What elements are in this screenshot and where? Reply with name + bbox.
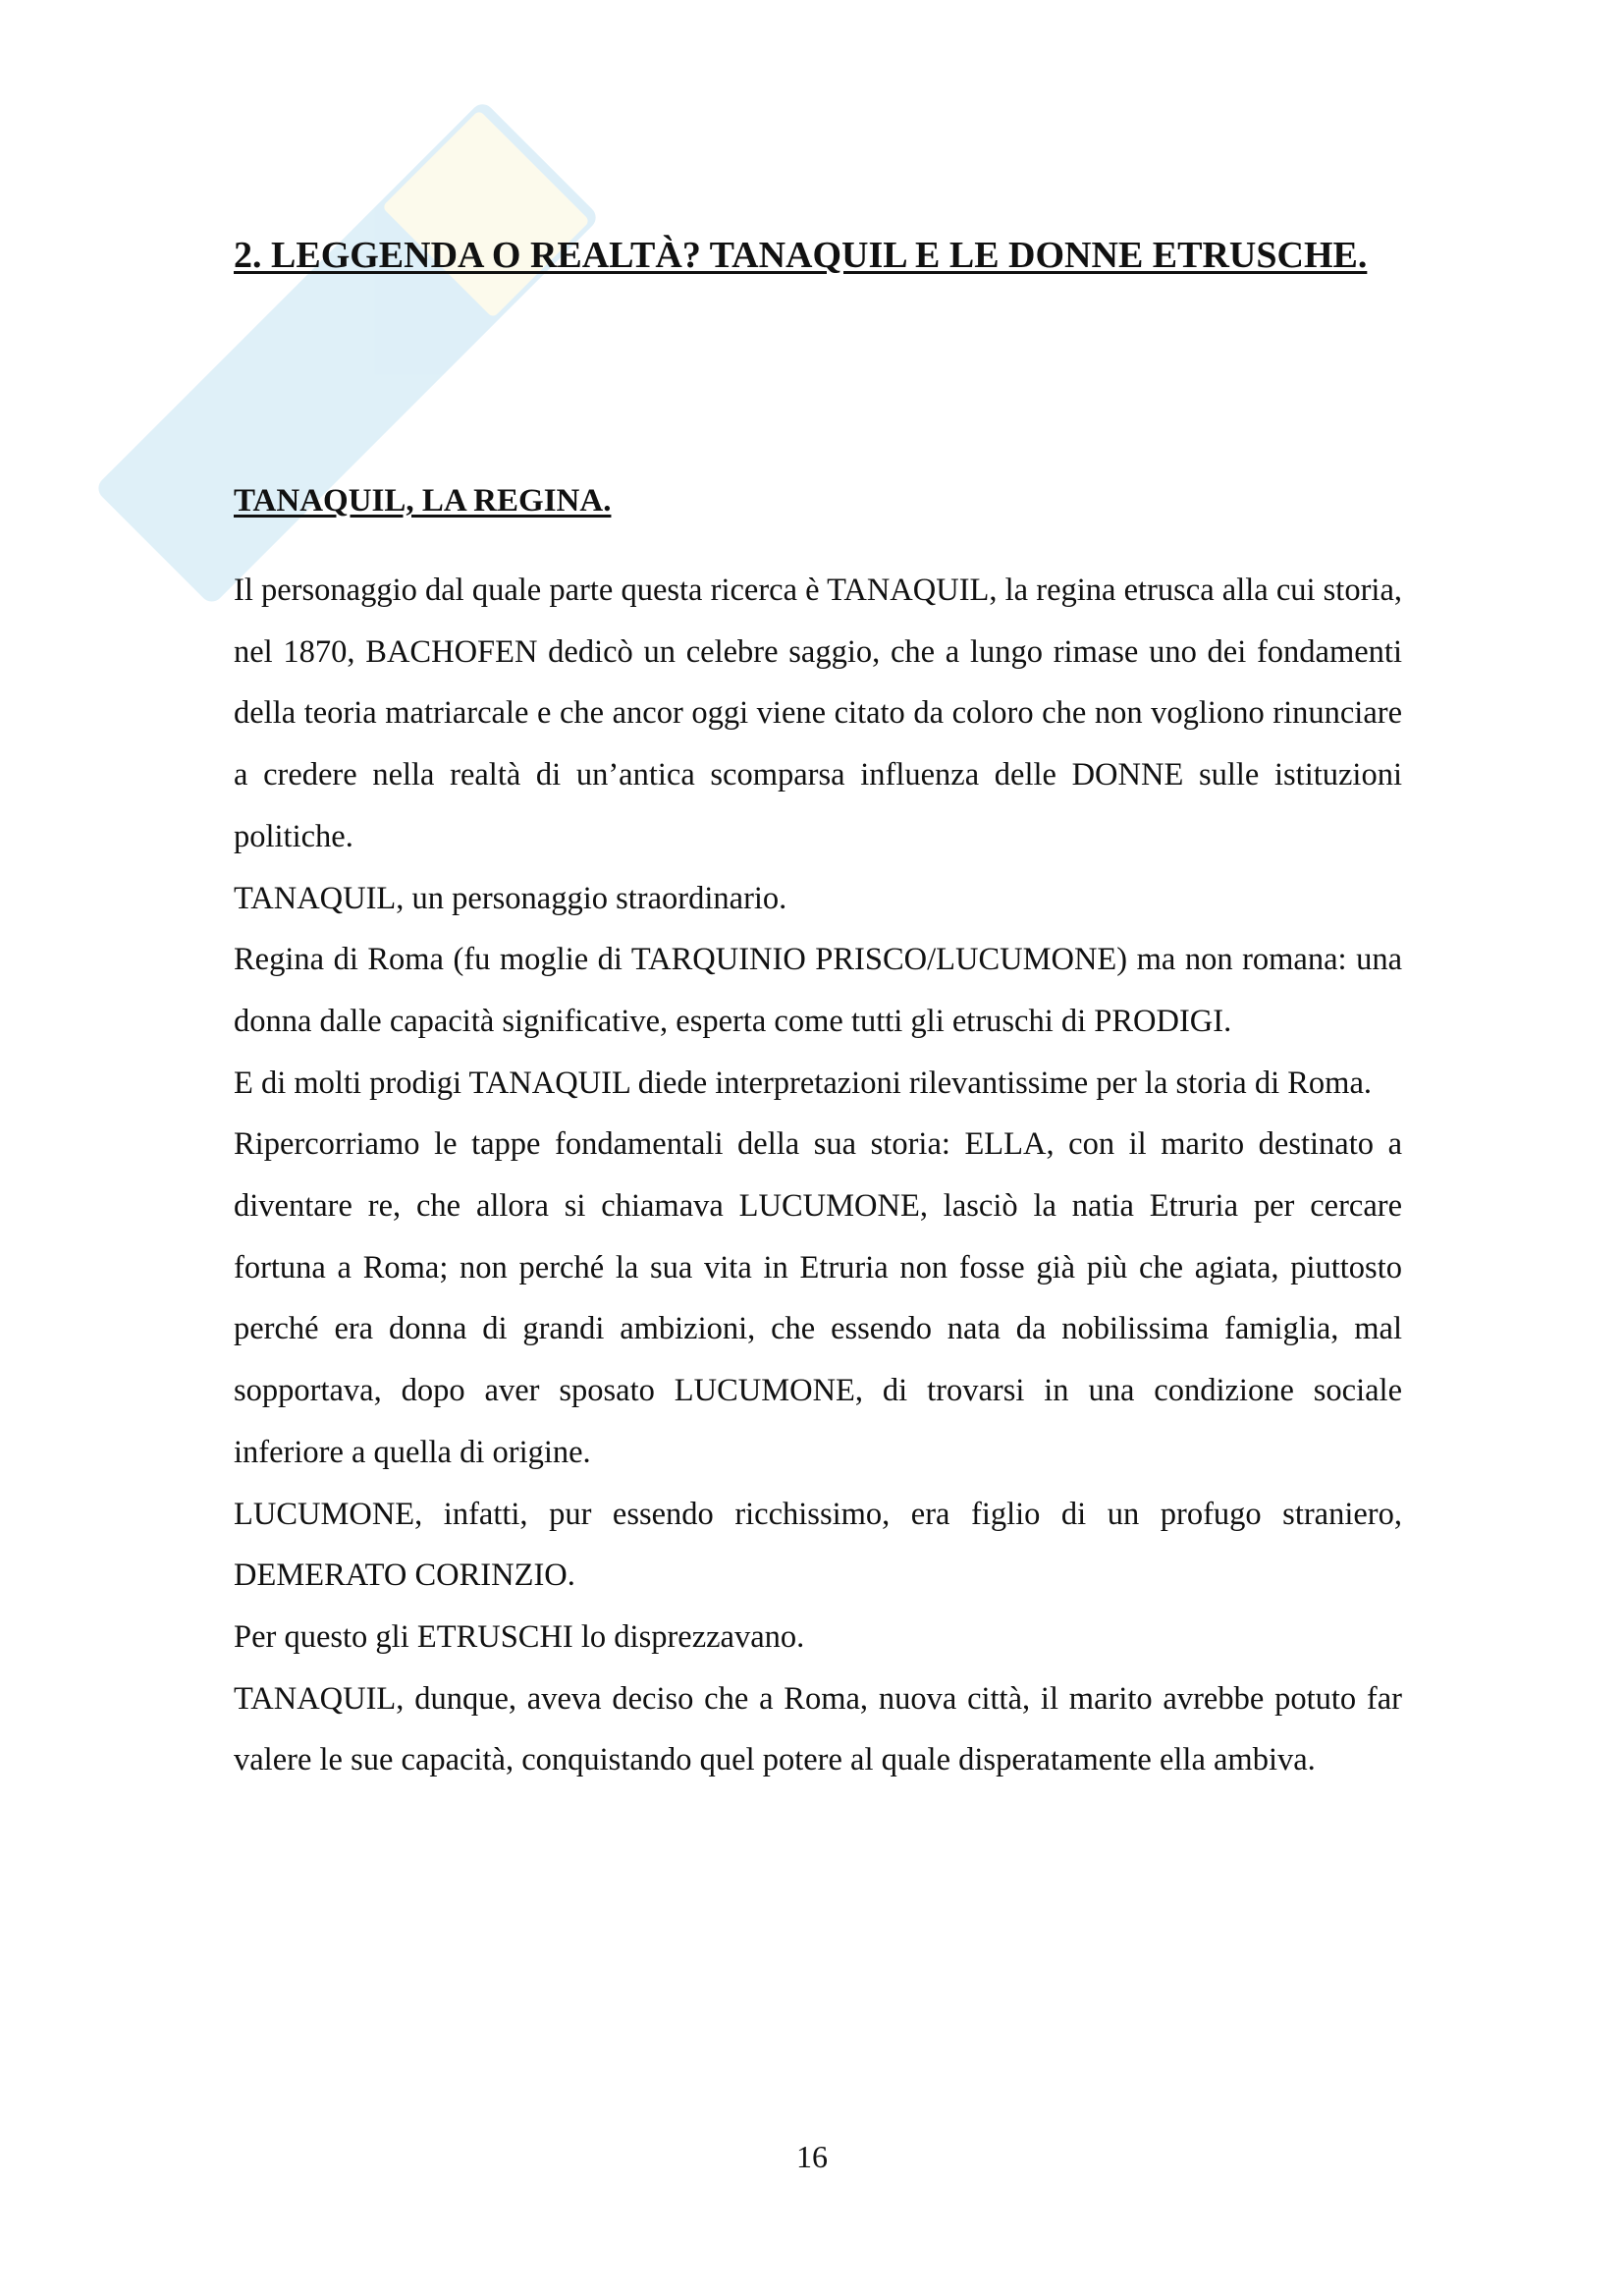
- paragraph: TANAQUIL, dunque, aveva deciso che a Roma, nuova città, il marito avrebbe potuto far valere le sue capacità, conquistando quel potere al quale disperatamente ella ambiva.: [234, 1680, 1402, 1778]
- paragraph: Regina di Roma (fu moglie di TARQUINIO PRISCO/LUCUMONE) ma non romana: una donna dalle capacità significative, esperta come tutti gli etruschi di PRODIGI.: [234, 942, 1402, 1039]
- main-content: [234, 224, 1402, 1778]
- body-text: [234, 560, 1402, 1791]
- watermark-accent: [382, 110, 590, 318]
- section-title: TANAQUIL, LA REGINA.: [234, 483, 612, 519]
- paragraph: TANAQUIL, un personaggio straordinario.: [234, 880, 787, 916]
- paragraph: E di molti prodigi TANAQUIL diede interpretazioni rilevantissime per la storia di Roma.: [234, 1065, 1373, 1101]
- paragraph: Il personaggio dal quale parte questa ricerca è TANAQUIL, la regina etrusca alla cui storia, nel 1870, BACHOFEN dedicò un celebre saggio, che a lungo rimase uno dei fondamenti della teoria matriarcale e che ancor oggi viene citato da coloro che non vogliono rinunciare a credere nella realtà di un’antica scomparsa influenza delle DONNE sulle istituzioni politiche.: [234, 573, 1402, 854]
- paragraph: LUCUMONE, infatti, pur essendo ricchissimo, era figlio di un profugo straniero, DEMERATO CORINZIO.: [234, 1496, 1402, 1594]
- page-number: 16: [796, 2139, 828, 2174]
- watermark-band: [93, 99, 600, 606]
- paragraph: Ripercorriamo le tappe fondamentali della sua storia: ELLA, con il marito destinato a diventare re, che allora si chiamava LUCUMONE, lasciò la natia Etruria per cercare fortuna a Roma; non perché la sua vita in Etruria non fosse già più che agiata, piuttosto perché era donna di grandi ambizioni, che essendo nata da nobilissima famiglia, mal sopportava, dopo aver sposato LUCUMONE, di trovarsi in una condizione sociale inferiore a quella di origine.: [234, 1126, 1402, 1470]
- chapter-title: 2. LEGGENDA O REALTÀ? TANAQUIL E LE DONNE ETRUSCHE.: [234, 235, 1368, 276]
- paragraph: Per questo gli ETRUSCHI lo disprezzavano.: [234, 1618, 805, 1655]
